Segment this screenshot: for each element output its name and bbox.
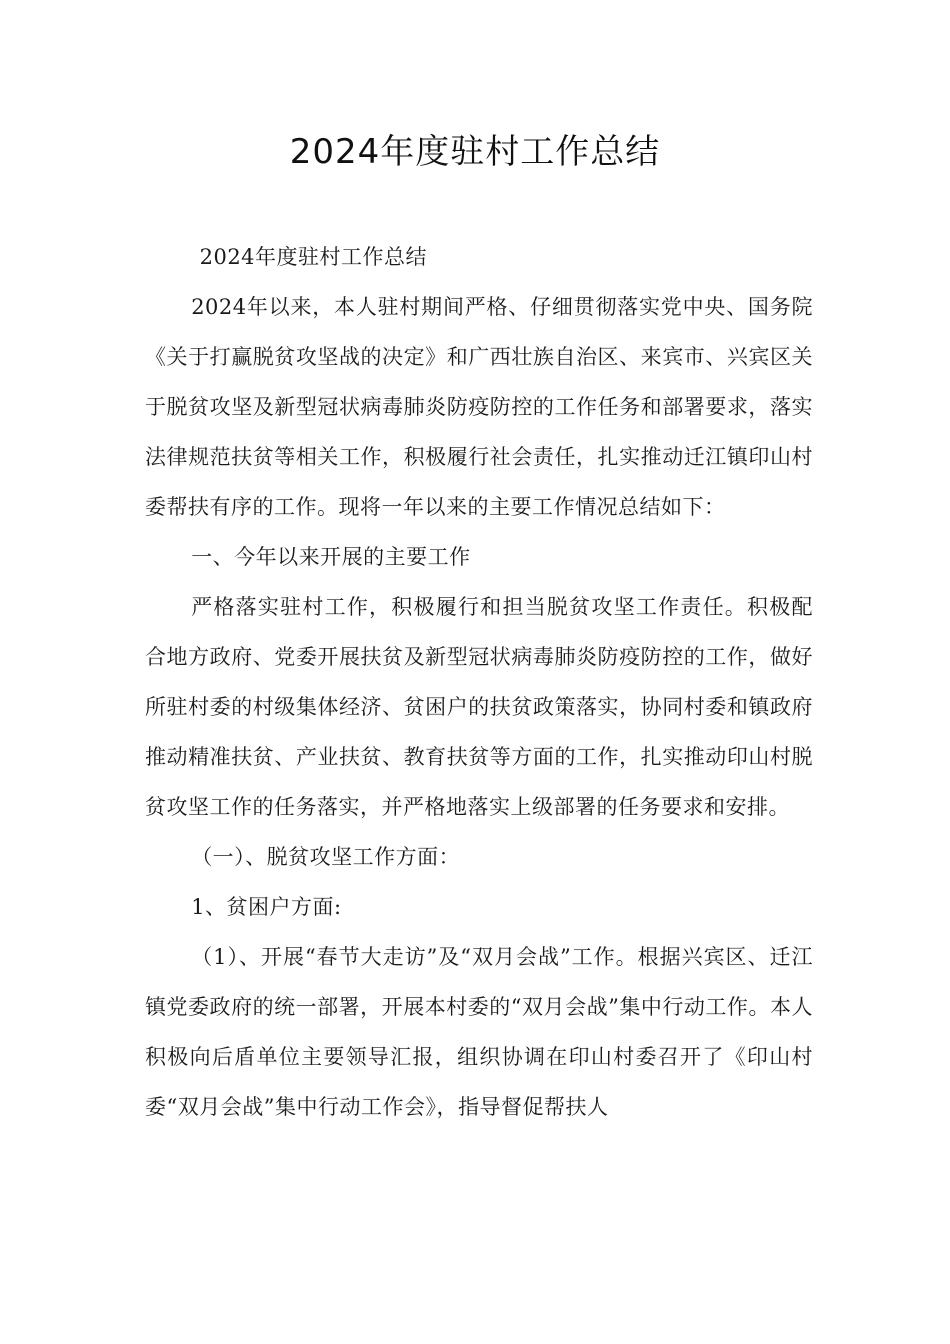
item-heading-poor-households: 1、贫困户方面:	[191, 895, 342, 919]
section-heading-main-work: 一、今年以来开展的主要工作	[191, 545, 471, 569]
document-title: 2024年度驻村工作总结	[289, 132, 661, 172]
main-work-paragraph: 严格落实驻村工作，积极履行和担当脱贫攻坚工作责任。积极配合地方政府、党委开展扶贫及新型冠状病毒肺炎防疫防控的工作，做好所驻村委的村级集体经济、贫困户的扶贫政策落实，协同村委和镇政府推动精准扶贫、产业扶贫、教育扶贫等方面的工作，扎实推动印山村脱贫攻坚工作的任务落实，并严格地落实上级部署的任务要求和安排。	[145, 595, 813, 819]
intro-paragraph: 2024年以来，本人驻村期间严格、仔细贯彻落实党中央、国务院《关于打赢脱贫攻坚战的决定》和广西壮族自治区、来宾市、兴宾区关于脱贫攻坚及新型冠状病毒肺炎防疫防控的工作任务和部署要求，落实法律规范扶贫等相关工作，积极履行社会责任，扎实推动迁江镇印山村委帮扶有序的工作。现将一年以来的主要工作情况总结如下：	[145, 295, 813, 519]
item-paragraph-spring-visit: （1）、开展“春节大走访”及“双月会战”工作。根据兴宾区、迁江镇党委政府的统一部署，开展本村委的“双月会战”集中行动工作。本人积极向后盾单位主要领导汇报，组织协调在印山村委召开了《印山村委“双月会战”集中行动工作会》，指导督促帮扶人	[145, 945, 813, 1119]
subsection-heading-poverty-alleviation: （一）、脱贫攻坚工作方面：	[191, 845, 461, 869]
document-body	[145, 232, 813, 1132]
document-subtitle: 2024年度驻村工作总结	[199, 245, 428, 269]
